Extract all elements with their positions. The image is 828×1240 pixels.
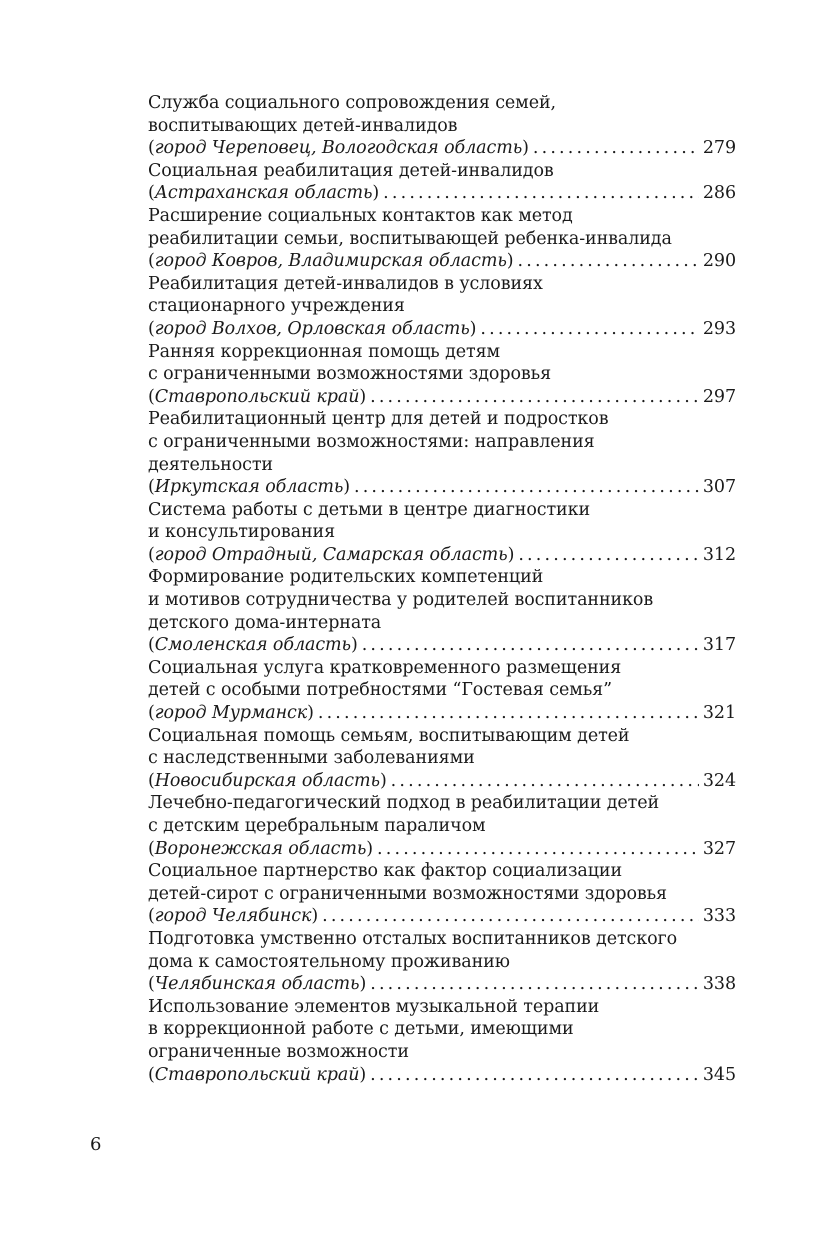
region-open-paren: ( xyxy=(148,770,155,791)
dot-leader xyxy=(391,770,699,793)
toc-entry-title-line: в коррекционной работе с детьми, имеющими xyxy=(148,1019,574,1040)
dot-leader xyxy=(370,386,699,409)
region-open-paren: ( xyxy=(148,635,155,656)
region-open-paren: ( xyxy=(148,974,155,995)
toc-entry-region xyxy=(148,137,529,160)
toc-entry-page-number: 293 xyxy=(702,318,736,339)
dot-leader xyxy=(377,838,699,861)
toc-entry-title-line: Ранняя коррекционная помощь детям xyxy=(148,341,501,362)
table-of-contents xyxy=(148,92,736,1086)
toc-entry-region-line xyxy=(148,544,736,567)
region-open-paren: ( xyxy=(148,251,155,272)
toc-entry-page-number: 307 xyxy=(702,477,736,498)
toc-entry-region xyxy=(148,634,358,657)
toc-entry-region xyxy=(148,905,318,928)
region-close-paren: ) xyxy=(343,477,350,498)
toc-entry-page-number: 324 xyxy=(702,770,736,791)
toc-entry[interactable] xyxy=(148,92,736,160)
toc-entry-title-line: детей с особыми потребностями “Гостевая семья” xyxy=(148,680,612,701)
toc-entry-title-line: Социальное партнерство как фактор социализации xyxy=(148,861,623,882)
toc-entry-page-number: 286 xyxy=(702,183,736,204)
toc-entry[interactable] xyxy=(148,996,736,1086)
toc-entry-title-line: и консультирования xyxy=(148,522,336,543)
toc-entry-title-line: Социальная реабилитация детей-инвалидов xyxy=(148,160,554,181)
toc-entry-page-number: 312 xyxy=(702,544,736,565)
region-name: город Ковров, Владимирская область xyxy=(154,251,507,272)
region-name: Астраханская область xyxy=(154,183,373,204)
region-open-paren: ( xyxy=(148,183,155,204)
region-open-paren: ( xyxy=(148,544,155,565)
toc-entry[interactable] xyxy=(148,860,736,928)
toc-entry-page-number: 279 xyxy=(702,138,736,159)
toc-entry-title-line: реабилитации семьи, воспитывающей ребенка-инвалида xyxy=(148,228,672,249)
dot-leader xyxy=(370,973,699,996)
dot-leader xyxy=(318,702,699,725)
dot-leader xyxy=(383,182,699,205)
toc-entry[interactable] xyxy=(148,499,736,567)
toc-entry-title-line: деятельности xyxy=(148,454,274,475)
region-close-paren: ) xyxy=(506,251,514,272)
toc-entry-title-line: детей-сирот с ограниченными возможностями здоровья xyxy=(148,883,668,904)
toc-entry[interactable] xyxy=(148,792,736,860)
toc-entry[interactable] xyxy=(148,341,736,409)
region-close-paren: ) xyxy=(372,183,380,204)
toc-entry-title-line: с детским церебральным параличом xyxy=(148,816,486,836)
toc-entry-title-line: Реабилитация детей-инвалидов в условиях xyxy=(148,273,543,294)
toc-entry-page-number: 317 xyxy=(702,635,736,656)
toc-entry-region xyxy=(148,476,350,499)
toc-entry-region xyxy=(148,838,373,861)
toc-entry-title-line: Лечебно-педагогический подход в реабилитации детей xyxy=(148,793,660,814)
region-name: Ставропольский край xyxy=(154,386,360,407)
toc-entry-title-line: Служба социального сопровождения семей, xyxy=(148,93,556,113)
region-name: город Череповец, Вологодская область xyxy=(154,138,523,159)
dot-leader xyxy=(370,1064,699,1087)
region-open-paren: ( xyxy=(148,906,155,927)
region-name: Новосибирская область xyxy=(154,770,380,791)
region-open-paren: ( xyxy=(148,138,155,159)
region-name: город Челябинск xyxy=(154,906,312,927)
region-close-paren: ) xyxy=(359,386,367,407)
toc-entry-region xyxy=(148,973,366,996)
toc-entry-title-line: с ограниченными возможностями здоровья xyxy=(148,364,552,385)
region-close-paren: ) xyxy=(350,635,358,656)
toc-entry-region-line xyxy=(148,476,736,499)
toc-entry-region-line xyxy=(148,318,736,341)
toc-entry-title-line: Расширение социальных контактов как метод xyxy=(148,205,573,226)
toc-entry[interactable] xyxy=(148,928,736,996)
dot-leader xyxy=(362,634,699,657)
dot-leader xyxy=(518,250,699,273)
toc-entry-region-line xyxy=(148,838,736,861)
region-close-paren: ) xyxy=(311,906,319,927)
toc-entry-region xyxy=(148,770,387,793)
toc-entry-region-line xyxy=(148,250,736,273)
region-close-paren: ) xyxy=(507,544,515,565)
toc-entry-title-line: Формирование родительских компетенций xyxy=(148,567,544,588)
toc-entry-region-line xyxy=(148,1064,736,1087)
region-open-paren: ( xyxy=(148,386,155,407)
region-name: Иркутская область xyxy=(154,477,344,498)
toc-entry-region-line xyxy=(148,973,736,996)
toc-entry-title-line: и мотивов сотрудничества у родителей воспитанников xyxy=(148,590,654,611)
dot-leader xyxy=(354,476,699,499)
toc-entry-region-line xyxy=(148,702,736,725)
dot-leader xyxy=(322,905,699,928)
toc-entry[interactable] xyxy=(148,408,736,498)
toc-entry-title-line: Система работы с детьми в центре диагностики xyxy=(148,499,591,520)
dot-leader xyxy=(518,544,699,567)
toc-entry[interactable] xyxy=(148,566,736,656)
region-name: Челябинская область xyxy=(154,974,360,995)
toc-entry-region xyxy=(148,386,366,409)
region-close-paren: ) xyxy=(522,138,529,159)
toc-entry-region xyxy=(148,702,314,725)
region-open-paren: ( xyxy=(148,1064,155,1085)
toc-entry[interactable] xyxy=(148,160,736,205)
toc-entry-region xyxy=(148,182,379,205)
toc-entry-title-line: Использование элементов музыкальной терапии xyxy=(148,996,600,1017)
region-name: город Отрадный, Самарская область xyxy=(154,544,508,565)
toc-entry-region-line xyxy=(148,905,736,928)
toc-entry-title-line: с ограниченными возможностями: направления xyxy=(148,431,595,452)
toc-entry-region-line xyxy=(148,770,736,793)
toc-entry-region-line xyxy=(148,634,736,657)
toc-entry[interactable] xyxy=(148,725,736,793)
region-close-paren: ) xyxy=(359,1064,367,1085)
region-name: Ставропольский край xyxy=(154,1064,360,1085)
toc-entry-region-line xyxy=(148,137,736,160)
region-name: город Мурманск xyxy=(154,703,308,724)
region-close-paren: ) xyxy=(379,770,387,791)
toc-entry-title-line: Реабилитационный центр для детей и подростков xyxy=(148,409,609,430)
dot-leader xyxy=(533,137,699,160)
toc-entry-title-line: детского дома-интерната xyxy=(148,612,382,633)
region-open-paren: ( xyxy=(148,477,155,498)
toc-entry-title-line: воспитывающих детей-инвалидов xyxy=(148,115,458,136)
toc-entry-title-line: Социальная помощь семьям, воспитывающим детей xyxy=(148,725,630,746)
dot-leader xyxy=(480,318,699,341)
toc-entry-title-line: Социальная услуга кратковременного размещения xyxy=(148,657,622,678)
toc-entry-region-line xyxy=(148,182,736,205)
page-number: 6 xyxy=(90,1134,102,1155)
region-close-paren: ) xyxy=(307,703,314,724)
region-close-paren: ) xyxy=(366,838,374,859)
toc-entry-region xyxy=(148,318,476,341)
toc-entry-title-line: с наследственными заболеваниями xyxy=(148,748,475,769)
toc-entry[interactable] xyxy=(148,657,736,725)
toc-entry-title-line: ограниченные возможности xyxy=(148,1041,409,1062)
toc-entry-title-line: Подготовка умственно отсталых воспитанников детского xyxy=(148,928,678,949)
toc-entry-page-number: 345 xyxy=(702,1064,736,1085)
toc-entry-region-line xyxy=(148,386,736,409)
toc-entry-title-line: стационарного учреждения xyxy=(148,296,405,317)
toc-entry-page-number: 321 xyxy=(702,703,736,724)
toc-entry[interactable] xyxy=(148,273,736,341)
region-open-paren: ( xyxy=(148,838,155,859)
toc-entry-title-line: дома к самостоятельному проживанию xyxy=(148,951,510,972)
toc-entry-page-number: 290 xyxy=(702,251,736,272)
region-name: город Волхов, Орловская область xyxy=(154,318,470,339)
region-open-paren: ( xyxy=(148,703,155,724)
toc-entry-page-number: 338 xyxy=(702,974,736,995)
toc-entry-region xyxy=(148,1064,366,1087)
region-name: Смоленская область xyxy=(154,635,351,656)
region-close-paren: ) xyxy=(359,974,367,995)
toc-entry-region xyxy=(148,250,514,273)
region-close-paren: ) xyxy=(469,318,477,339)
toc-entry[interactable] xyxy=(148,205,736,273)
toc-entry-page-number: 327 xyxy=(702,838,736,859)
region-open-paren: ( xyxy=(148,318,155,339)
toc-entry-page-number: 333 xyxy=(702,906,736,927)
toc-entry-region xyxy=(148,544,514,567)
toc-entry-page-number: 297 xyxy=(702,386,736,407)
region-name: Воронежская область xyxy=(154,838,367,859)
